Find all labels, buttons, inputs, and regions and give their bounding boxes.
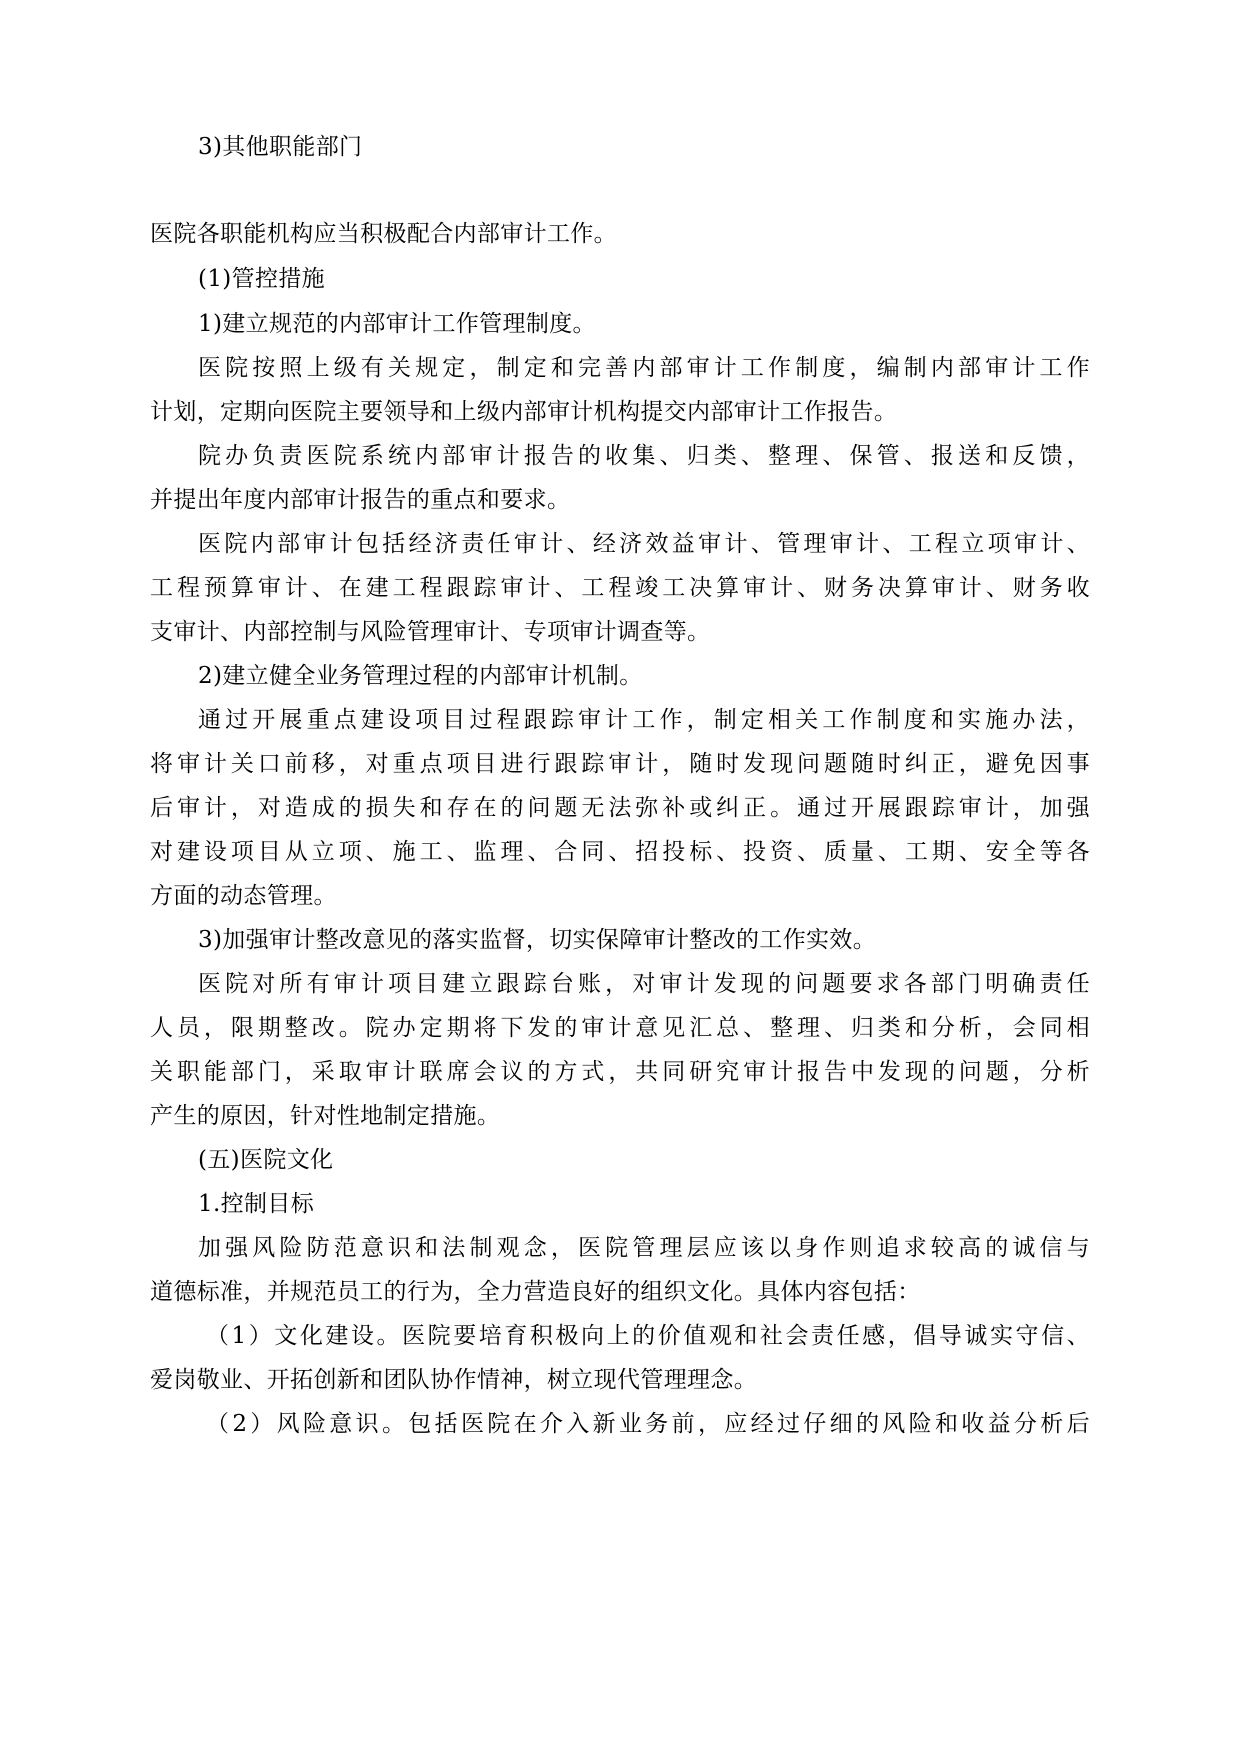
paragraph-line: 医院按照上级有关规定，制定和完善内部审计工作制度，编制内部审计工作 bbox=[198, 355, 1090, 381]
paragraph-line: 计划，定期向医院主要领导和上级内部审计机构提交内部审计工作报告。 bbox=[150, 399, 898, 425]
section-heading-other-departments: 3)其他职能部门 bbox=[198, 134, 363, 160]
paragraph-line: 方面的动态管理。 bbox=[150, 883, 337, 909]
paragraph-line: 加强风险防范意识和法制观念，医院管理层应该以身作则追求较高的诚信与 bbox=[198, 1235, 1090, 1261]
section-heading-hospital-culture: (五)医院文化 bbox=[198, 1147, 334, 1173]
paragraph-line: 工程预算审计、在建工程跟踪审计、工程竣工决算审计、财务决算审计、财务收 bbox=[150, 575, 1090, 601]
paragraph-line: 爱岗敬业、开拓创新和团队协作情神，树立现代管理理念。 bbox=[150, 1367, 758, 1393]
subheading-control-objective: 1.控制目标 bbox=[198, 1191, 315, 1217]
subheading-audit-mechanism: 2)建立健全业务管理过程的内部审计机制。 bbox=[198, 663, 643, 689]
paragraph-line: 医院内部审计包括经济责任审计、经济效益审计、管理审计、工程立项审计、 bbox=[198, 531, 1090, 557]
paragraph-line: 支审计、内部控制与风险管理审计、专项审计调查等。 bbox=[150, 619, 711, 645]
paragraph-line: 关职能部门，采取审计联席会议的方式，共同研究审计报告中发现的问题，分析 bbox=[150, 1059, 1090, 1085]
paragraph-line: 通过开展重点建设项目过程跟踪审计工作，制定相关工作制度和实施办法， bbox=[198, 707, 1090, 733]
paragraph-line: 产生的原因，针对性地制定措施。 bbox=[150, 1103, 501, 1129]
paragraph-line: 医院各职能机构应当积极配合内部审计工作。 bbox=[150, 221, 617, 247]
subheading-audit-system: 1)建立规范的内部审计工作管理制度。 bbox=[198, 311, 596, 337]
paragraph-line: 后审计，对造成的损失和存在的问题无法弥补或纠正。通过开展跟踪审计，加强 bbox=[150, 795, 1090, 821]
subheading-rectification-supervision: 3)加强审计整改意见的落实监督，切实保障审计整改的工作实效。 bbox=[198, 927, 877, 953]
list-item-culture-building: （1）文化建设。医院要培育积极向上的价值观和社会责任感，倡导诚实守信、 bbox=[206, 1323, 1090, 1349]
paragraph-line: 院办负责医院系统内部审计报告的收集、归类、整理、保管、报送和反馈， bbox=[198, 443, 1090, 469]
paragraph-line: 医院对所有审计项目建立跟踪台账，对审计发现的问题要求各部门明确责任 bbox=[198, 971, 1090, 997]
subheading-control-measures: (1)管控措施 bbox=[198, 266, 326, 292]
paragraph-line: 并提出年度内部审计报告的重点和要求。 bbox=[150, 487, 571, 513]
list-item-risk-awareness: （2）风险意识。包括医院在介入新业务前，应经过仔细的风险和收益分析后 bbox=[206, 1411, 1090, 1437]
paragraph-line: 道德标准，并规范员工的行为，全力营造良好的组织文化。具体内容包括： bbox=[150, 1279, 921, 1305]
paragraph-line: 对建设项目从立项、施工、监理、合同、招投标、投资、质量、工期、安全等各 bbox=[150, 839, 1090, 865]
paragraph-line: 将审计关口前移，对重点项目进行跟踪审计，随时发现问题随时纠正，避免因事 bbox=[150, 751, 1090, 777]
paragraph-line: 人员，限期整改。院办定期将下发的审计意见汇总、整理、归类和分析，会同相 bbox=[150, 1015, 1090, 1041]
